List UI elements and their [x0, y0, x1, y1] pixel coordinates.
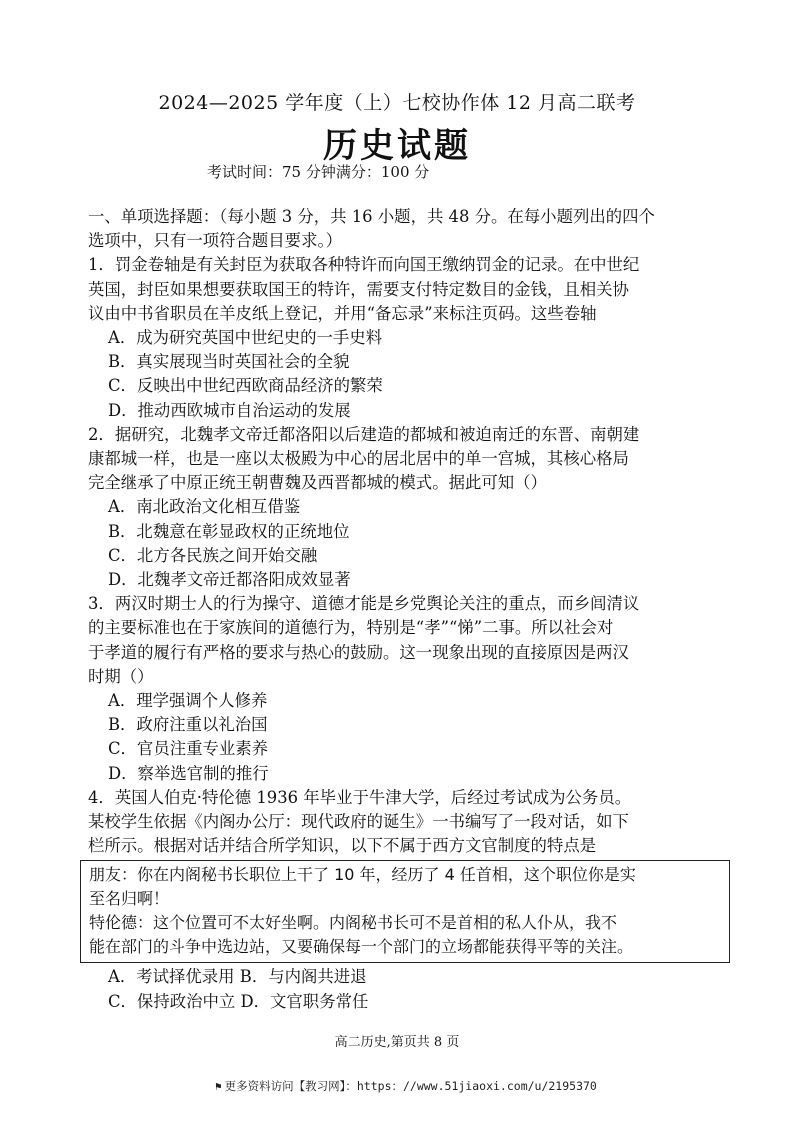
question-stem: 栏所示。根据对话并结合所学知识，以下不属于西方文官制度的特点是	[88, 836, 597, 856]
question-stem: 1．罚金卷轴是有关封臣为获取各种特许而向国王缴纳罚金的记录。在中世纪	[88, 255, 640, 275]
exam-title: 2024—2025 学年度（上）七校协作体 12 月高二联考	[158, 92, 636, 114]
question-content	[88, 205, 718, 1014]
question-2	[88, 423, 718, 592]
dialog-line: 至名归啊！	[89, 889, 170, 909]
exam-info: 考试时间：75 分钟满分：100 分	[207, 163, 430, 181]
option-a[interactable]: A．成为研究英国中世纪史的一手史料	[108, 328, 383, 348]
option-a[interactable]: A．南北政治文化相互借鉴	[108, 497, 301, 517]
ad-text[interactable]: 更多资料访问【教习网】：https：//www.51jiaoxi.com/u/2195370	[224, 1079, 597, 1093]
question-4	[88, 786, 718, 1014]
ad-link[interactable]	[215, 1078, 597, 1094]
option-b[interactable]: B．北魏意在彰显政权的正统地位	[108, 521, 350, 541]
page-footer: 高二历史,第页共 8 页	[334, 1035, 460, 1050]
dialog-line: 能在部门的斗争中选边站，又要确保每一个部门的立场都能获得平等的关注。	[89, 937, 634, 957]
flag-icon: ⚑	[215, 1080, 222, 1093]
option-d[interactable]: D．北魏孝文帝迁都洛阳成效显著	[108, 570, 351, 590]
question-stem: 完全继承了中原正统王朝曹魏及西晋都城的模式。据此可知（）	[88, 473, 547, 493]
question-stem: 时期（）	[88, 666, 154, 686]
question-stem: 议由中书省职员在羊皮纸上登记，并用“备忘录”来标注页码。这些卷轴	[88, 303, 597, 323]
question-stem: 于孝道的履行有严格的要求与热心的鼓励。这一现象出现的直接原因是两汉	[88, 642, 629, 662]
section-instructions: 一、单项选择题：（每小题 3 分，共 16 小题，共 48 分。在每小题列出的四个	[88, 207, 655, 226]
option-d[interactable]: D．察举选官制的推行	[108, 763, 269, 783]
option-c[interactable]: C．反映出中世纪西欧商品经济的繁荣	[108, 376, 383, 396]
option-b[interactable]: B．真实展现当时英国社会的全貌	[108, 352, 350, 372]
question-stem: 4．英国人伯克·特伦德 1936 年毕业于牛津大学，后经过考试成为公务员。	[88, 787, 632, 807]
question-stem: 康都城一样，也是一座以太极殿为中心的居北居中的单一宫城，其核心格局	[88, 449, 629, 469]
dialog-line: 特伦德：这个位置可不太好坐啊。内阁秘书长可不是首相的私人仆从，我不	[89, 913, 618, 933]
option-b[interactable]: B．政府注重以礼治国	[108, 715, 268, 735]
options-cd[interactable]: C．保持政治中立 D．文官职务常任	[108, 991, 369, 1011]
option-c[interactable]: C．北方各民族之间开始交融	[108, 545, 318, 565]
subject-title: 历史试题	[323, 126, 471, 166]
question-stem: 2．据研究，北魏孝文帝迁都洛阳以后建造的都城和被迫南迁的东晋、南朝建	[88, 424, 640, 444]
question-3	[88, 592, 718, 786]
question-1	[88, 253, 718, 422]
option-d[interactable]: D．推动西欧城市自治运动的发展	[108, 400, 351, 420]
dialog-line: 朋友：你在内阁秘书长职位上干了 10 年，经历了 4 任首相，这个职位你是实	[89, 865, 636, 885]
section-instructions: 选项中，只有一项符合题目要求。）	[88, 231, 343, 251]
question-stem: 某校学生依据《内阁办公厅：现代政府的诞生》一书编写了一段对话，如下	[88, 812, 629, 832]
dialog-box	[80, 860, 730, 963]
option-a[interactable]: A．理学强调个人修养	[108, 691, 268, 711]
question-stem: 3．两汉时期士人的行为操守、道德才能是乡党舆论关注的重点，而乡闾清议	[88, 594, 640, 614]
question-stem: 英国，封臣如果想要获取国王的特许，需要支付特定数目的金钱，且相关协	[88, 279, 629, 299]
option-c[interactable]: C．官员注重专业素养	[108, 739, 269, 759]
question-stem: 的主要标准也在于家族间的道德行为，特别是“孝”“悌”二事。所以社会对	[88, 618, 614, 638]
options-ab[interactable]: A．考试择优录用 B．与内阁共进退	[108, 967, 367, 987]
